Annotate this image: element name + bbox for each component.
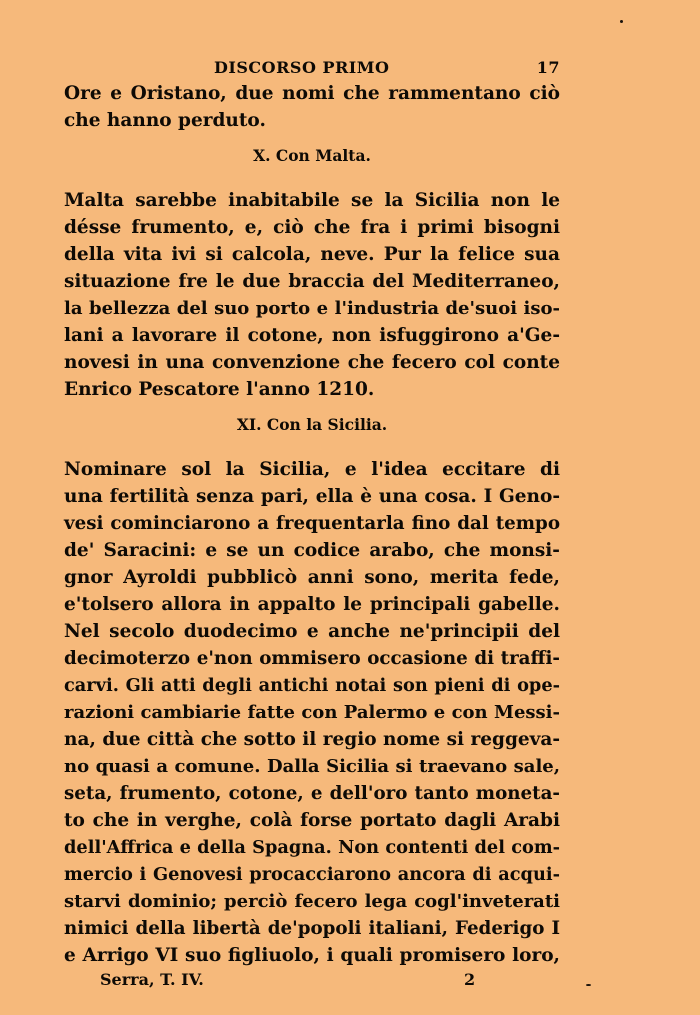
text-line: de' Saracini: e se un codice arabo, che monsi- xyxy=(64,540,560,561)
text-line: razioni cambiarie fatte con Palermo e con Messi- xyxy=(64,702,560,723)
text-line: désse frumento, e, ciò che fra i primi bisogni xyxy=(64,217,560,238)
book-page xyxy=(64,52,560,969)
text-line: una fertilità senza pari, ella è una cosa. I Geno- xyxy=(64,486,560,507)
text-line: no quasi a comune. Dalla Sicilia si traevano sale, xyxy=(64,756,560,777)
text-line: Ore e Oristano, due nomi che rammentano ciò xyxy=(64,83,560,104)
text-line: Nel secolo duodecimo e anche ne'principii del xyxy=(64,621,560,642)
text-line: la bellezza del suo porto e l'industria de'suoi iso- xyxy=(64,298,560,319)
text-line: e'tolsero allora in appalto le principali gabelle. xyxy=(64,594,560,615)
section-heading-malta: X. Con Malta. xyxy=(253,146,371,165)
ink-speck xyxy=(586,984,591,986)
running-header xyxy=(64,52,560,80)
text-line: nimici della libertà de'popoli italiani, Federigo I xyxy=(64,918,560,939)
paragraph-malta xyxy=(64,187,560,403)
text-line: Malta sarebbe inabitabile se la Sicilia non le xyxy=(64,190,560,211)
section-heading-sicilia: XI. Con la Sicilia. xyxy=(236,415,388,434)
text-line: novesi in una convenzione che fecero col conte xyxy=(64,352,560,373)
text-line: della vita ivi si calcola, neve. Pur la felice sua xyxy=(64,244,560,265)
text-line: lani a lavorare il cotone, non isfuggirono a'Ge- xyxy=(64,325,560,346)
text-line: Nominare sol la Sicilia, e l'idea eccitare di xyxy=(64,459,560,480)
text-line: dell'Affrica e della Spagna. Non contenti del com- xyxy=(64,837,560,858)
signature-number: 2 xyxy=(464,970,476,989)
text-line: seta, frumento, cotone, e dell'oro tanto moneta- xyxy=(64,783,560,804)
text-line: starvi dominio; perciò fecero lega cogl'inveterati xyxy=(64,891,560,912)
text-line: Enrico Pescatore l'anno 1210. xyxy=(64,379,375,400)
text-line: carvi. Gli atti degli antichi notai son pieni di ope- xyxy=(64,675,560,696)
printer-signature: Serra, T. IV. xyxy=(100,970,204,989)
text-line: decimoterzo e'non ommisero occasione di traffi- xyxy=(64,648,560,669)
text-line: to che in verghe, colà forse portato dagli Arabi xyxy=(64,810,560,831)
text-line: e Arrigo VI suo figliuolo, i quali promisero loro, xyxy=(64,945,560,966)
text-line: situazione fre le due braccia del Mediterraneo, xyxy=(64,271,560,292)
intro-paragraph xyxy=(64,80,560,134)
text-line: vesi cominciarono a frequentarla fino dal tempo xyxy=(64,513,560,534)
running-title: DISCORSO PRIMO xyxy=(214,58,390,77)
page-number: 17 xyxy=(536,58,560,77)
paragraph-sicilia xyxy=(64,456,560,969)
text-line: che hanno perduto. xyxy=(64,110,266,131)
text-line: na, due città che sotto il regio nome si reggeva- xyxy=(64,729,561,750)
ink-speck xyxy=(620,20,623,23)
text-line: gnor Ayroldi pubblicò anni sono, merita fede, xyxy=(64,567,560,588)
text-line: mercio i Genovesi procacciarono ancora di acqui- xyxy=(64,864,560,885)
